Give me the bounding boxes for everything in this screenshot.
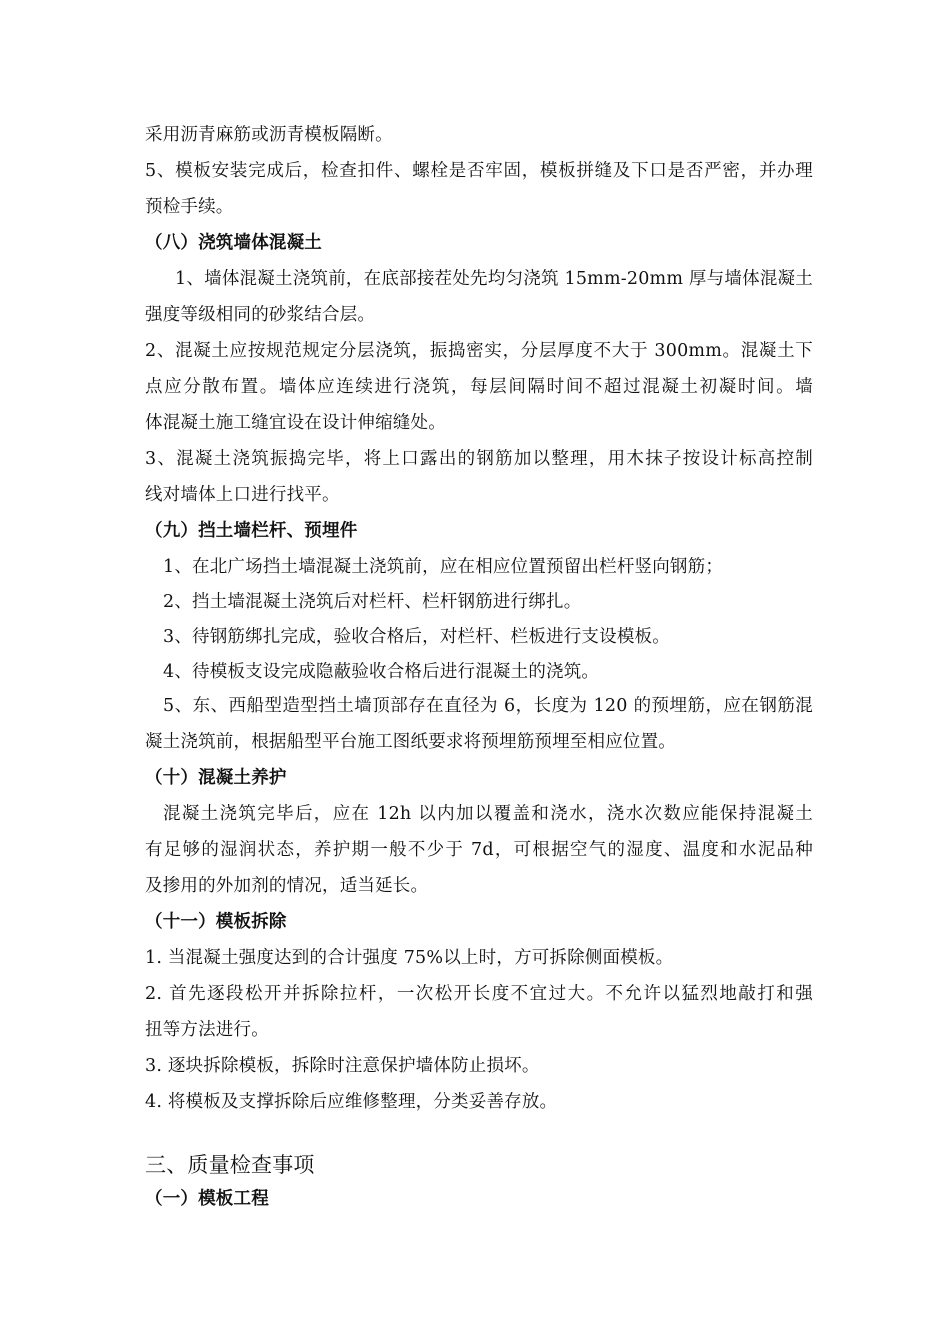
- paragraph-line: 1、在北广场挡土墙混凝土浇筑前，应在相应位置预留出栏杆竖向钢筋；: [163, 557, 724, 577]
- paragraph-line: 1. 当混凝土强度达到的合计强度 75%以上时，方可拆除侧面模板。: [145, 948, 674, 968]
- section-heading-10: （十）混凝土养护: [145, 768, 287, 788]
- paragraph-line: 采用沥青麻筋或沥青模板隔断。: [145, 125, 393, 145]
- subsection-heading: （一）模板工程: [145, 1189, 269, 1209]
- paragraph-line: 及掺用的外加剂的情况，适当延长。: [145, 876, 429, 896]
- paragraph-line: 2、混凝土应按规范规定分层浇筑，振捣密实，分层厚度不大于 300mm。混凝土下: [145, 341, 813, 361]
- paragraph-line: 3. 逐块拆除模板，拆除时注意保护墙体防止损坏。: [145, 1056, 540, 1076]
- section-heading-9: （九）挡土墙栏杆、预埋件: [145, 521, 358, 541]
- paragraph-line: 2、挡土墙混凝土浇筑后对栏杆、栏杆钢筋进行绑扎。: [163, 592, 582, 612]
- paragraph-line: 线对墙体上口进行找平。: [145, 485, 340, 505]
- paragraph-line: 5、模板安装完成后，检查扣件、螺栓是否牢固，模板拼缝及下口是否严密，并办理: [145, 161, 813, 181]
- paragraph-line: 点应分散布置。墙体应连续进行浇筑，每层间隔时间不超过混凝土初凝时间。墙: [145, 377, 813, 397]
- section-heading-11: （十一）模板拆除: [145, 912, 287, 932]
- paragraph-line: 凝土浇筑前，根据船型平台施工图纸要求将预埋筋预埋至相应位置。: [145, 732, 676, 752]
- paragraph-line: 5、东、西船型造型挡土墙顶部存在直径为 6，长度为 120 的预埋筋，应在钢筋混: [163, 696, 813, 716]
- paragraph-line: 体混凝土施工缝宜设在设计伸缩缝处。: [145, 413, 446, 433]
- paragraph-line: 有足够的湿润状态，养护期一般不少于 7d，可根据空气的湿度、温度和水泥品种: [145, 840, 813, 860]
- paragraph-line: 2. 首先逐段松开并拆除拉杆，一次松开长度不宜过大。不允许以猛烈地敲打和强: [145, 984, 813, 1004]
- paragraph-line: 混凝土浇筑完毕后，应在 12h 以内加以覆盖和浇水，浇水次数应能保持混凝土: [163, 804, 813, 824]
- chapter-heading: 三、质量检查事项: [145, 1153, 315, 1177]
- paragraph-line: 3、待钢筋绑扎完成，验收合格后，对栏杆、栏板进行支设模板。: [163, 627, 670, 647]
- paragraph-line: 强度等级相同的砂浆结合层。: [145, 305, 376, 325]
- paragraph-line: 扭等方法进行。: [145, 1020, 269, 1040]
- paragraph-line: 1、墙体混凝土浇筑前，在底部接茬处先均匀浇筑 15mm-20mm 厚与墙体混凝土: [175, 269, 813, 289]
- paragraph-line: 4、待模板支设完成隐蔽验收合格后进行混凝土的浇筑。: [163, 662, 600, 682]
- paragraph-line: 4. 将模板及支撑拆除后应维修整理，分类妥善存放。: [145, 1092, 558, 1112]
- section-heading-8: （八）浇筑墙体混凝土: [145, 233, 322, 253]
- paragraph-line: 预检手续。: [145, 197, 234, 217]
- paragraph-line: 3、混凝土浇筑振捣完毕，将上口露出的钢筋加以整理，用木抹子按设计标高控制: [145, 449, 813, 469]
